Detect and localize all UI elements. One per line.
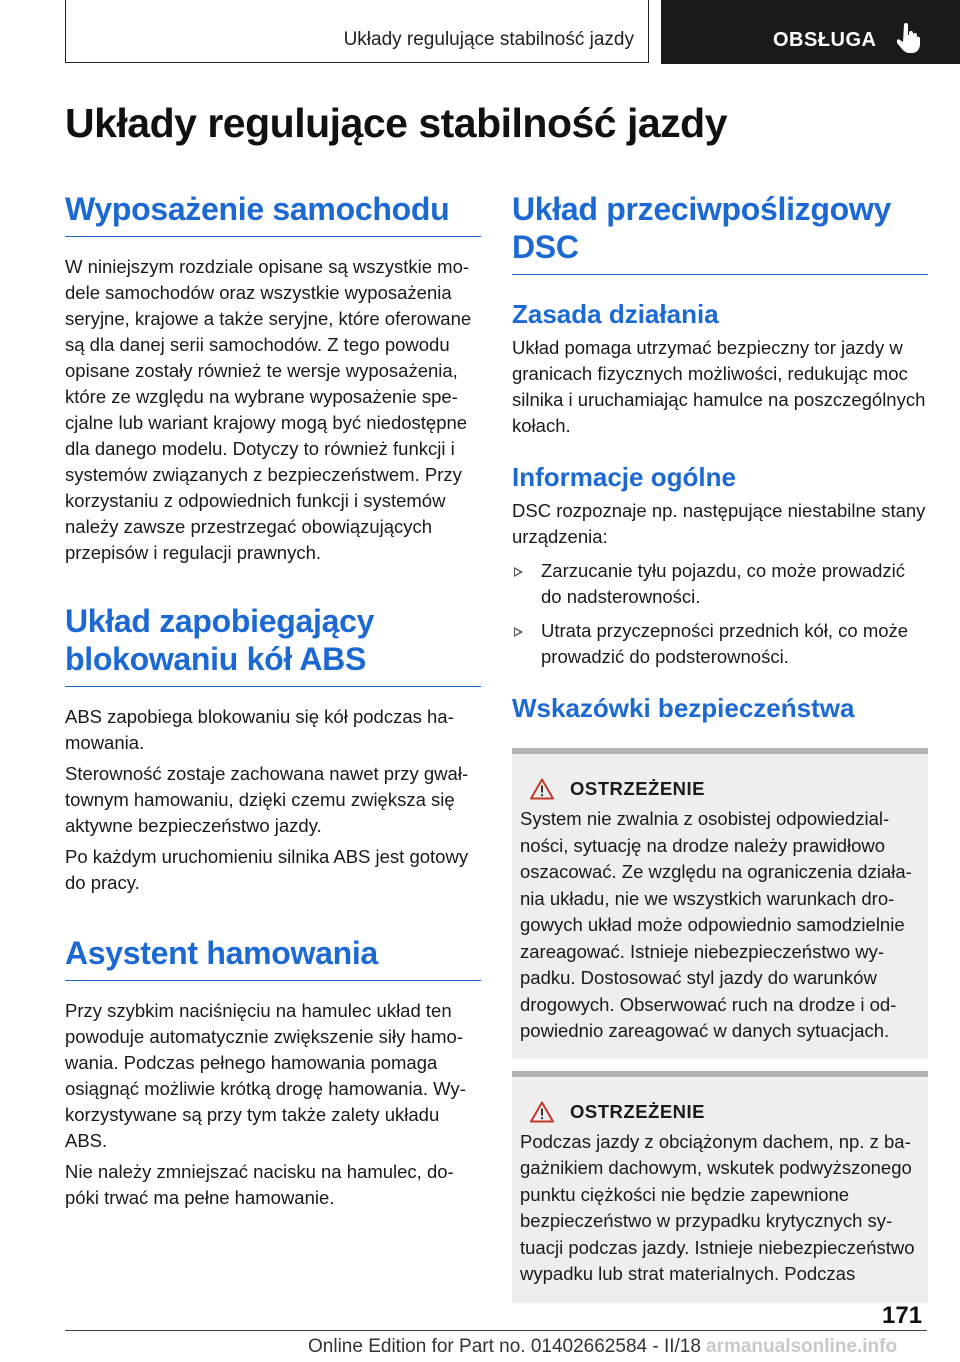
page-title: Układy regulujące stabilność jazdy [65, 100, 728, 146]
header-section-title: Układy regulujące stabilność jazdy [343, 29, 634, 50]
subheading-general-info: Informacje ogólne [512, 462, 736, 492]
header-section-box [65, 0, 649, 63]
section-heading-equipment: Wyposażenie samochodu [65, 190, 481, 237]
triangle-bullet-icon [514, 627, 523, 637]
subheading-safety: Wskazówki bezpieczeństwa [512, 693, 855, 723]
header-chapter-label: OBSŁUGA [773, 29, 877, 51]
right-column [512, 190, 928, 1303]
list-item: Zarzucanie tyłu pojazdu, co może prowadzić do nadsterowności. [512, 558, 928, 610]
page-number: 171 [882, 1302, 923, 1329]
brake-assist-paragraph-1: Przy szybkim naciśnięciu na hamulec układ ten powoduje automatycznie zwiększenie siły hamowania. Podczas pełnego hamowania pomaga osiągnąć możliwie krótką drogę hamowania. Wykorzystywane są przy tym także zalety układu ABS. [65, 1000, 466, 1151]
warning-text-1: System nie zwalnia z osobistej odpowiedzialności, sytuację na drodze należy prawidłowo oszacować. Ze względu na ograniczenia działania układu, nie we wszystkich warunkach drogowych układ może odpowiednio samodzielnie zareagować. Istnieje niebezpieczeństwo wypadku. Dostosować styl jazdy do warunków drogowych. Obserwować ruch na drodze i odpowiednio zareagować w danych sytuacjach. [520, 808, 912, 1041]
general-info-paragraph: DSC rozpoznaje np. następujące niestabilne stany urządzenia: [512, 500, 926, 547]
subheading-principle: Zasada działania [512, 299, 719, 329]
warning-triangle-icon [530, 1101, 554, 1123]
triangle-bullet-icon [514, 567, 523, 577]
left-column [65, 190, 481, 1211]
footer-divider [65, 1330, 927, 1331]
hand-pointer-icon [897, 23, 921, 53]
section-heading-dsc: Układ przeciwpoślizgowy DSC [512, 190, 928, 275]
abs-paragraph-2: Sterowność zostaje zachowana nawet przy gwałtownym hamowaniu, dzięki czemu zwiększa się aktywne bezpieczeństwo jazdy. [65, 763, 469, 836]
brake-assist-paragraph-2: Nie należy zmniejszać nacisku na hamulec, dopóki trwać ma pełne hamowanie. [65, 1161, 454, 1208]
principle-paragraph: Układ pomaga utrzymać bezpieczny tor jazdy w granicach fizycznych możliwości, redukując moc silnika i uruchamiając hamulce na poszczególnych kołach. [512, 337, 926, 436]
footer-edition: Online Edition for Part no. 01402662584 - II/18 [308, 1336, 701, 1357]
section-heading-brake-assist: Asystent hamowania [65, 934, 481, 981]
warning-text-2: Podczas jazdy z obciążonym dachem, np. z bagażnikiem dachowym, wskutek podwyższonego punktu ciężkości nie będzie zapewnione bezpieczeństwo w przypadku krytycznych sytuacji podczas jazdy. Istnieje niebezpieczeństwo wypadku lub strat materialnych. Podczas [520, 1130, 915, 1284]
warning-box-1 [512, 748, 928, 1059]
section-heading-abs: Układ zapobiegający blokowaniu kół ABS [65, 602, 481, 687]
list-item: Utrata przyczepności przednich kół, co może prowadzić do podsterowności. [512, 618, 928, 670]
instability-list [512, 558, 928, 670]
warning-label: OSTRZEŻENIE [570, 778, 706, 799]
footer-watermark: armanualsonline.info [706, 1336, 898, 1357]
abs-paragraph-3: Po każdym uruchomieniu silnika ABS jest gotowy do pracy. [65, 846, 469, 893]
warning-label: OSTRZEŻENIE [570, 1100, 706, 1122]
abs-paragraph-1: ABS zapobiega blokowaniu się kół podczas hamowania. [65, 706, 454, 753]
header-chapter-box [661, 0, 960, 64]
warning-triangle-icon [530, 778, 554, 800]
warning-box-2 [512, 1071, 928, 1303]
equipment-paragraph: W niniejszym rozdziale opisane są wszystkie modele samochodów oraz wszystkie wyposażenia seryjne, krajowe a także seryjne, które oferowane są dla danej serii samochodów. Z tego powodu opisane zostały również te wersje wyposażenia, które ze względu na wybrane wyposażenie specjalne lub wariant krajowy mogą być niedostępne dla danego modelu. Dotyczy to również funkcji i systemów związanych z bezpieczeństwem. Przy korzystaniu z odpowiednich funkcji i systemów należy zawsze przestrzegać obowiązujących przepisów i regulacji prawnych. [65, 256, 472, 563]
